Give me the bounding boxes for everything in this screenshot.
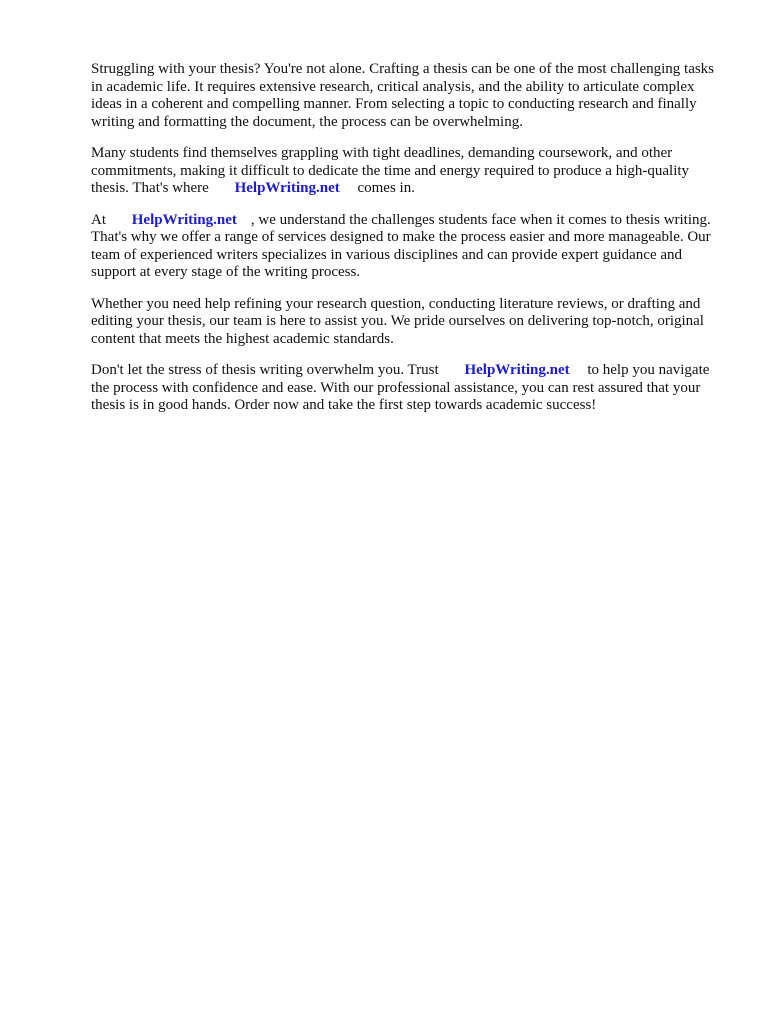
document-body	[91, 61, 721, 429]
paragraph-intro: Struggling with your thesis? You're not alone. Crafting a thesis can be one of the most challenging tasks in academic life. It requires extensive research, critical analysis, and the ability to articulate complex ideas in a coherent and compelling manner. From selecting a topic to conducting research and finally writing and formatting the document, the process can be overwhelming.	[91, 61, 715, 130]
paragraph-text: At	[91, 211, 106, 228]
paragraph-text: comes in.	[357, 180, 415, 196]
paragraph-text: , we understand the challenges students face when it comes to thesis writing. That's why we offer a range of services designed to make the process easier and more manageable. Our team of experienced writers specializes in various disciplines and can provide expert guidance and support at every stage of the writing process.	[91, 211, 711, 280]
paragraph-text: Don't let the stress of thesis writing overwhelm you. Trust	[91, 362, 439, 378]
paragraph-help: Whether you need help refining your research question, conducting literature reviews, or drafting and editing your thesis, our team is here to assist you. We pride ourselves on delivering top-notch, original content that meets the highest academic standards.	[91, 295, 704, 347]
paragraph-closing	[91, 362, 721, 415]
helpwriting-link[interactable]: HelpWriting.net	[131, 211, 237, 228]
paragraph-students	[91, 145, 721, 198]
helpwriting-link[interactable]: HelpWriting.net	[464, 362, 570, 378]
paragraph-text: to help you navigate the process with confidence and ease. With our professional assistance, you can rest assured that your thesis is in good hands. Order now and take the first step towards academic success!	[91, 362, 710, 413]
paragraph-services	[91, 212, 721, 282]
paragraph-text: Many students find themselves grappling with tight deadlines, demanding coursework, and other commitments, making it difficult to dedicate the time and energy required to produce a high-quality thesis. That's where	[91, 145, 690, 196]
helpwriting-link[interactable]: HelpWriting.net	[234, 180, 340, 196]
